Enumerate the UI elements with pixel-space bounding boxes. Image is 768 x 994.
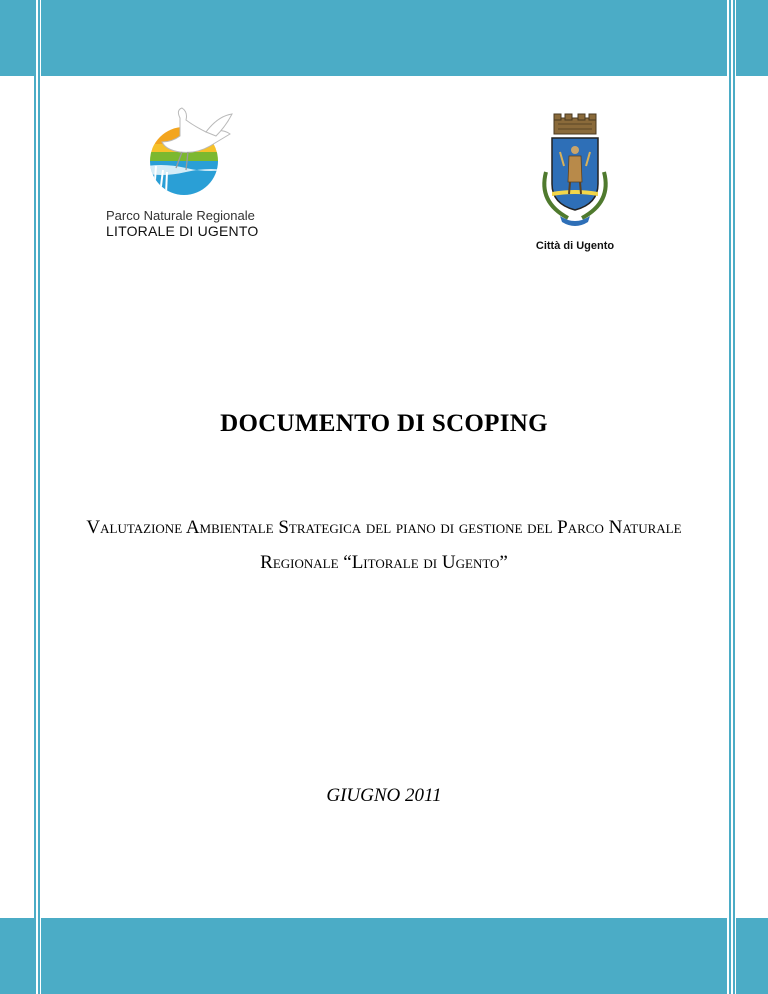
coat-of-arms-icon [530,112,620,230]
city-name: Città di Ugento [535,240,615,252]
frame-line [733,0,735,994]
park-name-line1: Parco Naturale Regionale [106,208,255,223]
header-bar-right [736,0,768,76]
document-subtitle: Valutazione Ambientale Strategica del piano di gestione del Parco Naturale Regionale “Litorale di Ugento” [86,517,682,573]
heron-emblem-icon [136,106,236,196]
footer-bar-right [736,918,768,994]
document-title: DOCUMENTO DI SCOPING [220,410,548,437]
header-bar-left [0,0,34,76]
city-coat-of-arms [520,112,630,262]
footer-bar-left [0,918,34,994]
park-logo [100,106,280,246]
document-date: GIUGNO 2011 [326,785,442,806]
header-bar [41,0,727,76]
frame-line [34,0,36,994]
footer-bar [41,918,727,994]
park-name-line2: LITORALE DI UGENTO [106,223,259,239]
frame-line [38,0,40,994]
frame-line [729,0,731,994]
